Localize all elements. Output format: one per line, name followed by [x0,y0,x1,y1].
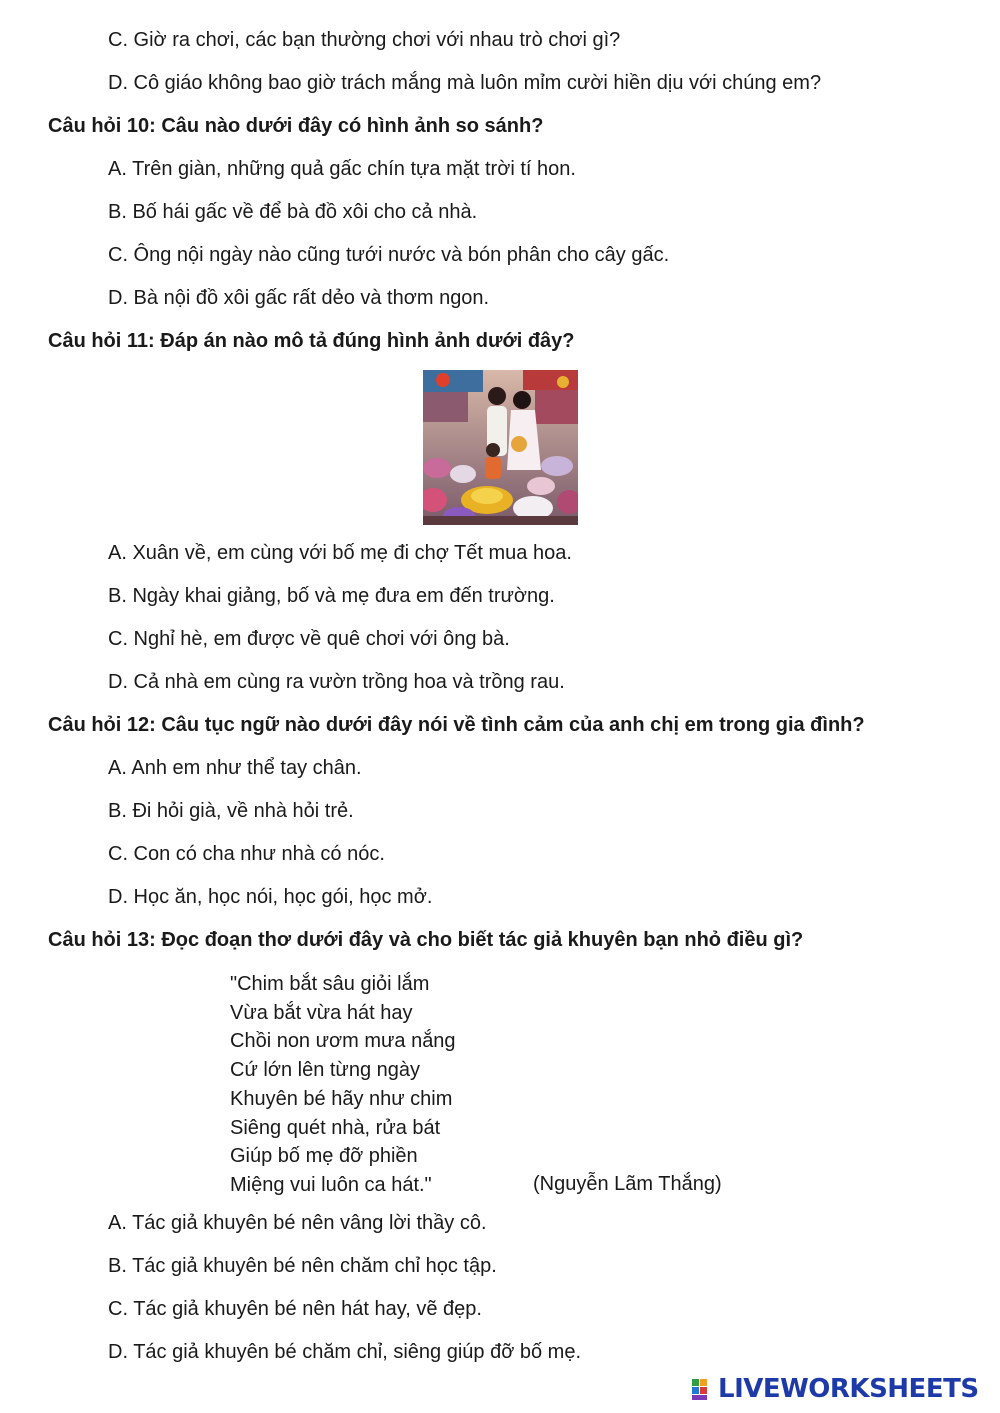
poem-line: Cứ lớn lên từng ngày [230,1059,420,1082]
q11-option-b[interactable]: B. Ngày khai giảng, bố và mẹ đưa em đến trường. [108,585,555,607]
q11-option-d[interactable]: D. Cả nhà em cùng ra vườn trồng hoa và trồng rau. [108,671,565,693]
q10-title: Câu hỏi 10: Câu nào dưới đây có hình ảnh so sánh? [48,115,544,137]
liveworksheets-logo-icon [692,1377,716,1401]
q10-option-b[interactable]: B. Bố hái gấc về để bà đồ xôi cho cả nhà. [108,201,478,223]
poem-line: Chồi non ươm mưa nắng [230,1030,456,1053]
q12-option-c[interactable]: C. Con có cha như nhà có nóc. [108,843,385,865]
q11-option-c[interactable]: C. Nghỉ hè, em được về quê chơi với ông bà. [108,628,510,650]
q13-option-d[interactable]: D. Tác giả khuyên bé chăm chỉ, siêng giúp đỡ bố mẹ. [108,1341,582,1363]
q12-option-d[interactable]: D. Học ăn, học nói, học gói, học mở. [108,886,433,908]
q10-option-c[interactable]: C. Ông nội ngày nào cũng tưới nước và bón phân cho cây gấc. [108,244,670,266]
q11-option-a[interactable]: A. Xuân về, em cùng với bố mẹ đi chợ Tết mua hoa. [108,542,572,564]
q12-title: Câu hỏi 12: Câu tục ngữ nào dưới đây nói về tình cảm của anh chị em trong gia đình? [48,714,865,736]
q10-option-a[interactable]: A. Trên giàn, những quả gấc chín tựa mặt trời tí hon. [108,158,576,180]
poem-line: Siêng quét nhà, rửa bát [230,1116,441,1139]
poem-line: Giúp bố mẹ đỡ phiền [230,1145,418,1168]
q12-option-a[interactable]: A. Anh em như thể tay chân. [108,757,362,779]
q13-option-a[interactable]: A. Tác giả khuyên bé nên vâng lời thầy cô. [108,1212,487,1234]
q9-option-c[interactable]: C. Giờ ra chơi, các bạn thường chơi với nhau trò chơi gì? [108,29,621,51]
q13-option-c[interactable]: C. Tác giả khuyên bé nên hát hay, vẽ đẹp. [108,1298,482,1320]
poem-line: "Chim bắt sâu giỏi lắm [230,973,430,995]
q13-title: Câu hỏi 13: Đọc đoạn thơ dưới đây và cho biết tác giả khuyên bạn nhỏ điều gì? [48,929,804,951]
q13-option-b[interactable]: B. Tác giả khuyên bé nên chăm chỉ học tập. [108,1255,497,1277]
liveworksheets-brand[interactable] [692,1374,979,1404]
q9-option-d[interactable]: D. Cô giáo không bao giờ trách mắng mà luôn mỉm cười hiền dịu với chúng em? [108,72,822,94]
poem [230,970,456,1200]
flower-market-illustration [423,370,578,525]
poem-line: Vừa bắt vừa hát hay [230,1001,413,1024]
poem-author: (Nguyễn Lãm Thắng) [533,1173,722,1195]
q11-title: Câu hỏi 11: Đáp án nào mô tả đúng hình ảnh dưới đây? [48,330,575,352]
poem-line: Khuyên bé hãy như chim [230,1087,453,1110]
q12-option-b[interactable]: B. Đi hỏi già, về nhà hỏi trẻ. [108,800,354,822]
poem-line: Miệng vui luôn ca hát." [230,1173,432,1196]
brand-wordmark: LIVEWORKSHEETS [718,1374,979,1404]
q10-option-d[interactable]: D. Bà nội đồ xôi gấc rất dẻo và thơm ngon. [108,287,490,309]
